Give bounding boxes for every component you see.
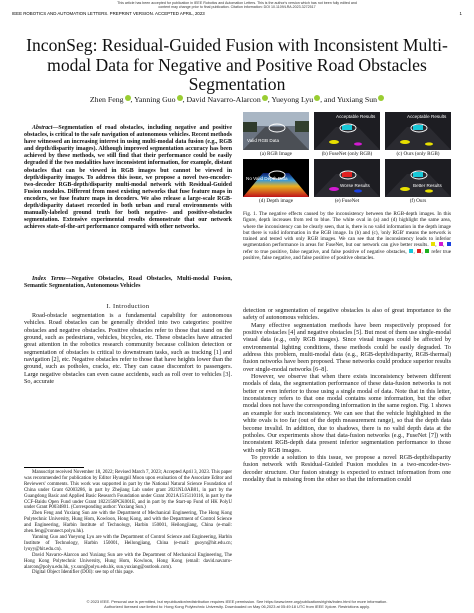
author-name: Yueyong Lyu	[271, 95, 314, 104]
panel-label: (f) Ours	[409, 198, 427, 204]
body-paragraph: However, we observe that when there exists inconsistency between different modals of data, the segmentation performance of these data-fusion networks is not better or even inferior to those using a single modal of data. Note that in this letter, inconsistency refers to that one modal contains some information, but the other modal does not have the corresponding information in the same region. Fig. 1 shows an example for such inconsistency. We can see that the vehicle highlighted in the white ovals is too far (out of the depth measurement range), so that the depth data become invalid. In addition, due to shadows, there is no valid depth data at the potholes. Our experiments show that data-fusion networks (e.g., FuseNet [7]) with inconsistent RGB-depth data present inferior segmentation performance to those with only RGB images.	[243, 374, 451, 454]
legend-swatch-pos-tp	[409, 249, 413, 253]
footnote-affiliation: Zhen Feng and Yuxiang Sun are with the Department of Mechanical Engineering, The Hong Kong Polytechnic University, Hung Hom, Kowloon, Hong Kong, and with the Department of Control Science and Engineering, Harbin Institute of Technology, Harbin 150001, Heilongjiang, China (e-mail: zhen.feng@connect.polyu.hk).	[24, 511, 232, 535]
legend-swatch-pos-fp	[425, 249, 429, 253]
caption-text: refer to true positive, false negative, and false positive of negative obstacles,	[243, 248, 407, 255]
panel-depth-image	[243, 159, 309, 197]
rgb-image-illustration	[243, 112, 309, 150]
panel-label: (b) FuseNet (only RGB)	[321, 151, 373, 157]
panel-label: (d) Depth image	[259, 198, 293, 204]
copyright-notice: © 2023 IEEE. Personal use is permitted, but republication/redistribution requires IEEE permission. See https://www.ieee.org/publications/rights/index.html for more information.	[86, 599, 388, 604]
section-heading-introduction: I. Introduction	[106, 303, 150, 310]
figure-1-caption: Fig. 1. The negative effects caused by the inconsistency between the RGB-depth images. In this figure, depth increases from red to blue. The white oval in (a) and (d) highlight the same area, where the inconsistency can be clearly seen, that is, there is no valid information in the depth image but there is valid information in the RGB image. In (b) and (c), 'only RGB' means the network is trained and tested with only RGB images. We can see that the inconsistency leads to inferior segmentation performance in areas for FuseNet, but our network can give better results. , , refer to true positive, false negative, and false positive of negative obstacles, , , refer true positive, false negative, and false positive of positive obstacles.	[243, 211, 452, 262]
paper-title: InconSeg: Residual-Guided Fusion with Inconsistent Multi-modal Data for Negative and Positive Road Obstacles Segmentation	[26, 35, 448, 94]
footnote-affiliation: David Navarro-Alarcon and Yuxiang Sun are with the Department of Mechanical Engineering, The Hong Kong Polytechnic University, Hung Hom, Kowloon, Hong Kong (email: david.navarro-alarcon@polyu.edu.hk, yx.sun@polyu.edu.hk, sun.yuxiang@outlook.com).	[24, 552, 232, 570]
footnote-manuscript: Manuscript received November 18, 2022; Revised March 7, 2023; Accepted April 3, 2023. This paper was recommended for publication by Editor Hyungpil Moon upon evaluation of the Associate Editor and Reviewers' comments. This work was supported in part by the National Natural Science Foundation of China under Grant 62003286, in part by Zhejiang Lab under grant 2021NL0AB01, in part by the Guangdong Basic and Applied Basic Research Foundation under Grant 2021A1515110116, in part by the CCF-Baidu Open Fund under Grant 1822156PCK001E, and in part by the Start-up Fund of HK PolyU under Grant P0034801. (Corresponding author: Yuxiang Sun.)	[24, 470, 232, 511]
legend-swatch-neg-fp	[447, 242, 451, 246]
panel-label: (e) FuseNet	[334, 198, 360, 204]
intro-paragraph: Road-obstacle segmentation is a fundamental capability for autonomous vehicles. Road obstacles can be generally divided into two categories: positive obstacles and negative obstacles. Positive obstacles refer to those that stand on the ground, such as pedestrians, vehicles, bicycles, etc. These obstacles have attracted great attention in the robotics research community because collision detection or segmentation of obstacles is critical to downstream tasks, such as tracking [1] and navigation [2], etc. Negative obstacles refer to those that have heights lower than the ground, such as potholes, cracks, etc. They can cause discomfort to passengers. Large negative obstacles can even cause accidents, such as roll over to vehicles [3]. So, accurate	[24, 313, 232, 386]
panel-rgb-image	[243, 112, 309, 150]
orcid-icon[interactable]	[378, 95, 384, 101]
author-name: David Navarro-Alarcon	[186, 95, 261, 104]
running-head-journal: IEEE ROBOTICS AND AUTOMATION LETTERS. PREPRINT VERSION. ACCEPTED APRIL, 2023	[12, 11, 205, 16]
author-name: Zhen Feng	[89, 95, 124, 104]
author-name: Yanning Guo	[134, 95, 176, 104]
legend-swatch-neg-fn	[439, 242, 443, 246]
footnotes	[24, 470, 232, 576]
author-list	[20, 95, 454, 104]
author-separator: ,	[182, 95, 187, 104]
panel-overlay-text: No Valid Depth Data	[246, 176, 288, 181]
caption-text: Fig. 1. The negative effects caused by the inconsistency between the RGB-depth images. In this figure, depth increases from red to blue. The white oval in (a) and (d) highlight the same area, where the inconsistency can be clearly seen, that is, there is no valid information in the depth image but there is valid information in the RGB image. In (b) and (c), 'only RGB' means the network is trained and tested with only RGB images. We can see that the inconsistency leads to inferior segmentation performance in areas for FuseNet, but our network can give better results.	[243, 211, 451, 249]
publication-notice-line1: This article has been accepted for publication in IEEE Robotics and Automation Letters. This is the author's version which has not been fully edited and	[117, 1, 357, 5]
abstract-label: Abstract	[32, 125, 53, 131]
index-terms-text: —Negative Obstacles, Road Obstacles, Multi-modal Fusion, Semantic Segmentation, Autonomous Vehicles	[24, 276, 232, 290]
panel-ours	[385, 159, 451, 197]
ours-illustration	[385, 159, 451, 197]
index-terms-label: Index Terms	[32, 276, 66, 282]
abstract	[24, 125, 232, 231]
author-separator: ,	[130, 95, 135, 104]
body-paragraph: Many effective segmentation methods have been respectively proposed for positive obstacles [4] and negative obstacles [5]. But most of them use single-modal visual data (e.g., only RGB images). Since visual images could be affected by environmental lighting conditions, these methods could be easily degraded. To address this problem, multi-modal data (e.g., RGB-depth/disparity, RGB-thermal) fusion networks have been proposed. These networks could produce superior results over single-modal networks [6–8].	[243, 322, 451, 373]
author-separator: , and	[320, 95, 337, 104]
panel-overlay-text: Acceptable Results	[336, 114, 376, 119]
panel-overlay-text: Worse Results	[340, 183, 370, 188]
panel-label: (c) Ours (only RGB)	[396, 151, 440, 157]
panel-fusenet-rgb	[314, 112, 380, 150]
license-notice: Authorized licensed use limited to: Hong Kong Polytechnic University. Downloaded on May 06,2023 at 05:49:18 UTC from IEEE Xplore. Restrictions apply.	[104, 604, 370, 609]
fusenet-illustration	[314, 159, 380, 197]
panel-fusenet	[314, 159, 380, 197]
author-name: Yuxiang Sun	[336, 95, 378, 104]
publication-notice-line2: content may change prior to final publication. Citation information: DOI 10.1109/LRA.2023.3272517	[158, 5, 316, 10]
legend-swatch-pos-fn	[417, 249, 421, 253]
panel-ours-rgb	[385, 112, 451, 150]
author-separator: ,	[267, 95, 272, 104]
index-terms	[24, 276, 232, 290]
panel-overlay-text: Valid RGB Data	[247, 138, 280, 143]
running-head	[12, 11, 462, 16]
caption-text: refer true positive, false negative, and false positive of positive obstacles.	[243, 248, 452, 262]
introduction-text	[24, 313, 232, 386]
right-column-text	[243, 308, 451, 484]
abstract-text: —Segmentation of road obstacles, including negative and positive obstacles, is critical to the safe navigation of autonomous vehicles. Recent methods have witnessed an increasing interest in using multi-modal data fusion (e.g., RGB and depth/disparity images). Although improved segmentation accuracy has been achieved by these methods, we still find that their performance could be easily degraded if the two modalities have inconsistent information, for example, distant obstacles that can be viewed in RGB images but cannot be viewed in depth/disparity images. To address this issue, we propose a novel two-encoder-two-decoder RGB-depth/disparity multi-modal network with Residual-Guided Fusion modules. Different from most existing networks that fuse feature maps in encoders, we fuse feature maps in decoders. We also release a large-scale RGB-depth/disparity dataset recorded in both urban and rural environments with manually-labeled ground truth for both negative- and positive-obstacles segmentation. Extensive experimental results demonstrate that our network achieves state-of-the-art performance compared with other networks.	[24, 125, 232, 231]
footnote-rule	[24, 467, 84, 468]
panel-overlay-text: Acceptable Results	[407, 114, 447, 119]
footnote-affiliation: Yanning Guo and Yueyong Lyu are with the Department of Control Science and Engineering, Harbin Institute of Technology, Harbin 150001, Heilongjiang, China (e-mail: guoyn@hit.edu.cn; lyuyy@hit.edu.cn).	[24, 534, 232, 552]
body-paragraph: To provide a solution to this issue, we propose a novel RGB-depth/disparity fusion network with Residual-Guided Fusion modules in a two-encoder-two-decoder structure. Our fusion strategy is expected to extract information from one modality that is missing from the other so that the information could	[243, 454, 451, 483]
body-paragraph: detection or segmentation of negative obstacles is also of great importance to the safety of autonomous vehicles.	[243, 308, 451, 322]
legend-swatch-neg-tp	[431, 242, 435, 246]
panel-overlay-text: Better Results	[413, 183, 442, 188]
page-number: 1	[459, 11, 462, 16]
footnote-doi: Digital Object Identifier (DOI): see top of this page.	[32, 570, 134, 576]
panel-label: (a) RGB Image	[260, 151, 292, 157]
figure-1	[243, 112, 451, 212]
